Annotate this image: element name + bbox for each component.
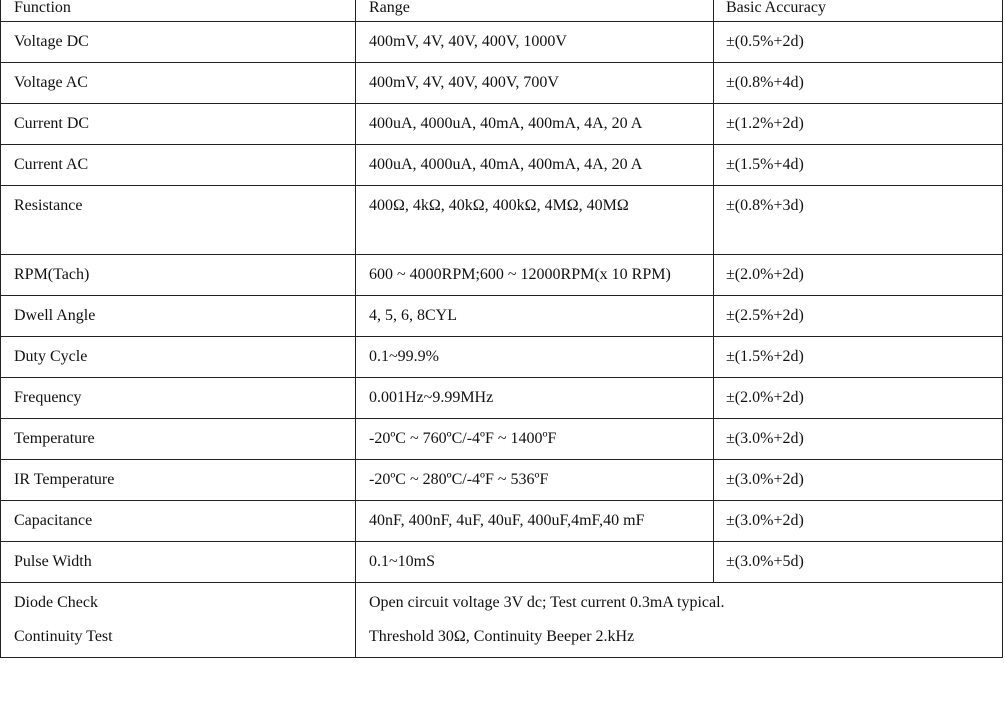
- header-accuracy: Basic Accuracy: [714, 0, 1003, 22]
- row-range-cell: [356, 501, 714, 542]
- table-row: [1, 460, 1003, 501]
- row-accuracy: ±(1.2%+2d): [714, 104, 1003, 145]
- row-description: [356, 583, 1003, 658]
- row-accuracy: ±(0.8%+3d): [714, 186, 1003, 255]
- row-accuracy: ±(3.0%+2d): [714, 419, 1003, 460]
- header-range: Range: [356, 0, 714, 22]
- table-row: [1, 255, 1003, 296]
- continuity-test-label: Continuity Test: [14, 628, 113, 645]
- row-accuracy: ±(3.0%+2d): [714, 501, 1003, 542]
- table-header-row: [1, 0, 1003, 22]
- row-accuracy: ±(0.8%+4d): [714, 63, 1003, 104]
- row-function: Frequency: [1, 378, 356, 419]
- row-accuracy: ±(3.0%+5d): [714, 542, 1003, 583]
- row-function: Voltage DC: [1, 22, 356, 63]
- row-range-cell: [356, 104, 714, 145]
- table-row: [1, 542, 1003, 583]
- row-range: 400mV, 4V, 40V, 400V, 700V: [356, 63, 714, 104]
- row-function: Dwell Angle: [1, 296, 356, 337]
- table-row: [1, 22, 1003, 63]
- row-function: Capacitance: [1, 501, 356, 542]
- row-range: 400mV, 4V, 40V, 400V, 1000V: [356, 22, 714, 63]
- row-function: Voltage AC: [1, 63, 356, 104]
- row-function: Current DC: [1, 104, 356, 145]
- table-row: [1, 63, 1003, 104]
- row-accuracy: ±(0.5%+2d): [714, 22, 1003, 63]
- row-range: -20ºC ~ 760ºC/-4ºF ~ 1400ºF: [356, 419, 714, 460]
- row-accuracy: ±(1.5%+4d): [714, 145, 1003, 186]
- row-range: 40nF, 400nF, 4uF, 40uF, 400uF,4mF,40 mF: [369, 512, 645, 529]
- diode-check-label: Diode Check: [14, 594, 98, 611]
- header-function: Function: [1, 0, 356, 22]
- table-row: [1, 104, 1003, 145]
- table-row-diode-continuity: [1, 583, 1003, 658]
- row-function: Temperature: [1, 419, 356, 460]
- row-range: 400Ω, 4kΩ, 40kΩ, 400kΩ, 4MΩ, 40MΩ: [356, 186, 714, 255]
- row-range: 0.1~99.9%: [356, 337, 714, 378]
- row-range-cell: [356, 255, 714, 296]
- row-function: Duty Cycle: [1, 337, 356, 378]
- table-row: [1, 501, 1003, 542]
- table-row: [1, 186, 1003, 255]
- row-accuracy: ±(2.0%+2d): [714, 378, 1003, 419]
- row-range: 0.1~10mS: [356, 542, 714, 583]
- row-function-pair: [1, 583, 356, 658]
- row-range: 600 ~ 4000RPM;600 ~ 12000RPM(x 10 RPM): [369, 266, 671, 283]
- row-range: 400uA, 4000uA, 40mA, 400mA, 4A, 20 A: [369, 156, 643, 173]
- table-row: [1, 337, 1003, 378]
- row-range-cell: [356, 145, 714, 186]
- row-accuracy: ±(1.5%+2d): [714, 337, 1003, 378]
- table-row: [1, 419, 1003, 460]
- row-range: 400uA, 4000uA, 40mA, 400mA, 4A, 20 A: [369, 115, 643, 132]
- row-function: Current AC: [1, 145, 356, 186]
- row-function: Pulse Width: [1, 542, 356, 583]
- row-accuracy: ±(2.5%+2d): [714, 296, 1003, 337]
- table-row: [1, 296, 1003, 337]
- row-range: 4, 5, 6, 8CYL: [356, 296, 714, 337]
- diode-check-text: Open circuit voltage 3V dc; Test current 0.3mA typical.: [369, 594, 725, 611]
- continuity-test-text: Threshold 30Ω, Continuity Beeper 2.kHz: [369, 628, 635, 645]
- row-function: Resistance: [1, 186, 356, 255]
- table-row: [1, 145, 1003, 186]
- row-range: -20ºC ~ 280ºC/-4ºF ~ 536ºF: [356, 460, 714, 501]
- row-range: 0.001Hz~9.99MHz: [356, 378, 714, 419]
- row-accuracy: ±(2.0%+2d): [714, 255, 1003, 296]
- table-row: [1, 378, 1003, 419]
- row-accuracy: ±(3.0%+2d): [714, 460, 1003, 501]
- row-function: IR Temperature: [1, 460, 356, 501]
- row-function: RPM(Tach): [1, 255, 356, 296]
